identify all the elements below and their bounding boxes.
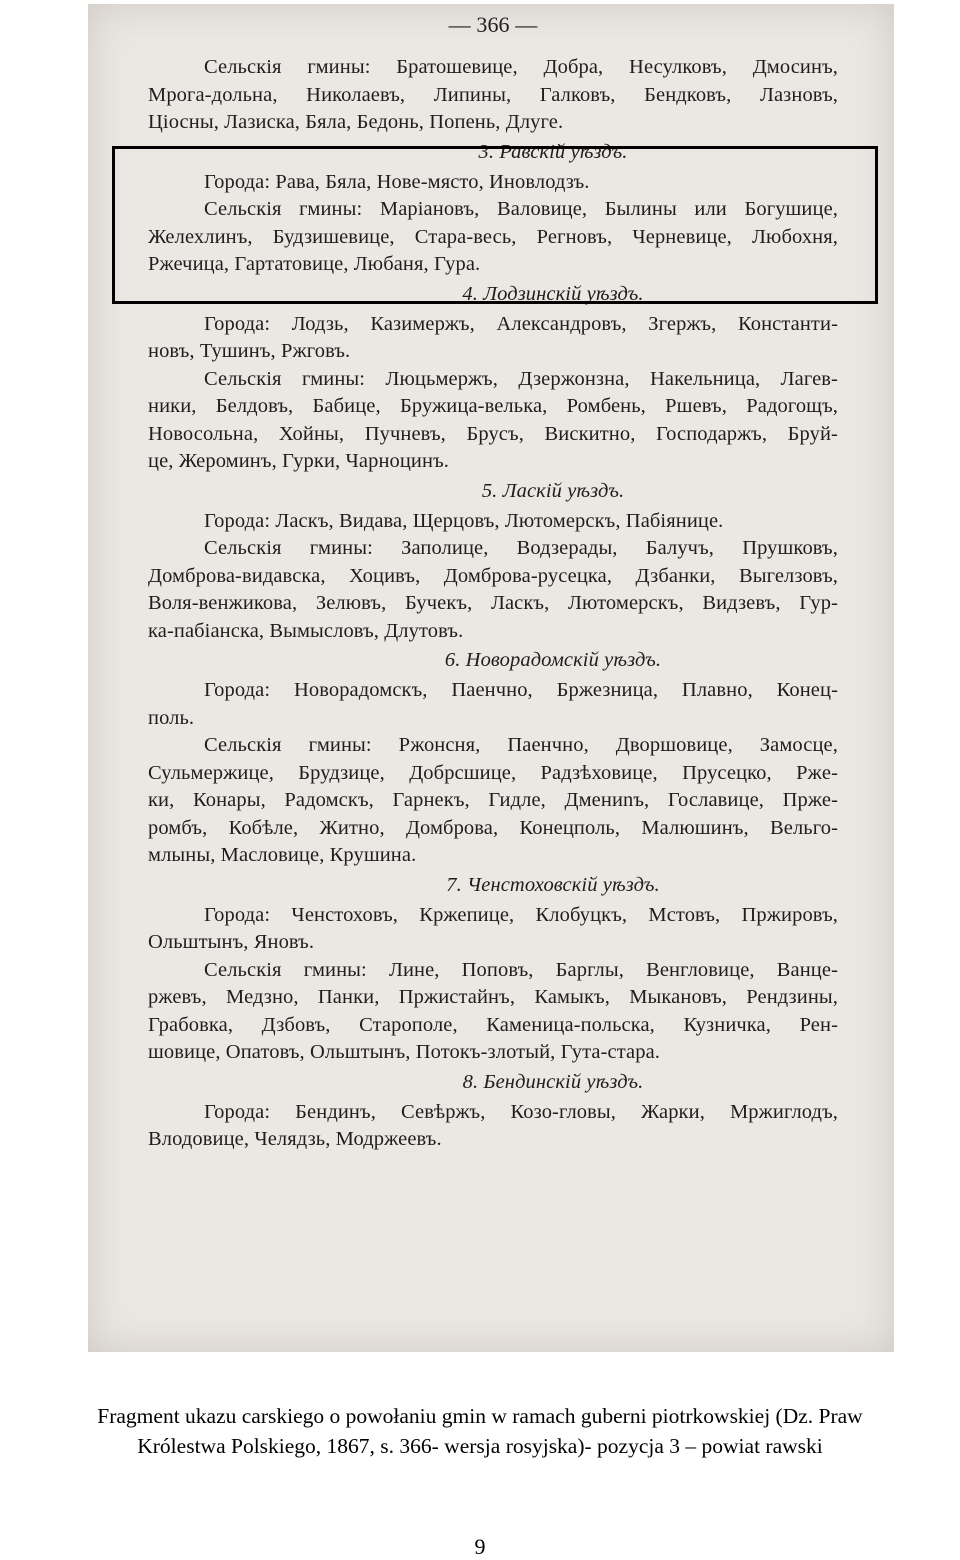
text-line: ники, Белдовъ, Бабице, Бружица-велька, Ромбень, Ршевъ, Радогощъ, — [148, 395, 838, 417]
text-line: ромбъ, Кобѣле, Житно, Домброва, Конецполь, Малюшинъ, Вельго- — [148, 816, 838, 839]
text-line: Домброва-видавска, Хоцивъ, Домброва-русецка, Дзбанки, Выгелзовъ, — [148, 564, 838, 587]
text-line: млыны, Масловице, Крушина. — [148, 844, 417, 866]
text-line: Города: Лодзь, Казимержъ, Александровъ, Згержъ, Константи- — [204, 312, 838, 335]
figure-caption — [0, 1401, 960, 1461]
text-line: Сельскія гмины: Лине, Поповъ, Барглы, Венгловице, Ванце- — [204, 958, 838, 981]
text-line: Ржечица, Гартатовице, Любаня, Гура. — [148, 253, 481, 275]
text-block — [148, 477, 838, 646]
text-block — [148, 280, 838, 476]
text-line: Новосольна, Хойны, Пучневъ, Брусъ, Вискитно, Господаржъ, Бруй- — [148, 422, 838, 445]
text-line: Сельскія гмины: Маріановъ, Валовице, Былины или Богушице, — [204, 198, 838, 220]
text-line: Мрога-дольна, Николаевъ, Липины, Галковъ, Бендковъ, Лазновъ, — [148, 83, 838, 106]
text-line: ржевъ, Медзно, Панки, Пржистайнъ, Камыкъ, Мыкановъ, Рендзины, — [148, 986, 838, 1008]
page-number: 9 — [474, 1534, 486, 1559]
text-line: Города: Новорадомскъ, Паенчно, Бржезница, Плавно, Конец- — [204, 679, 838, 701]
text-block — [148, 646, 838, 870]
text-line: Города: Бендинъ, Севѣржъ, Козо-гловы, Жарки, Мржиглодъ, — [204, 1100, 838, 1123]
section-heading: 8. Бендинскій уѣздъ. — [462, 1070, 644, 1093]
text-line: Влодовице, Челядзь, Модржеевъ. — [148, 1128, 442, 1150]
text-line: Города: Ласкъ, Видава, Щерцовъ, Лютомерскъ, Пабіянице. — [204, 509, 724, 532]
text-line: Сельскія гмины: Ржонсня, Паенчно, Дворшовице, Замосце, — [204, 734, 838, 756]
text-line: шовице, Опатовъ, Ольштынъ, Потокъ-злотый, Гута-стара. — [148, 1041, 661, 1063]
scan-page-number: — 366 — — [448, 12, 538, 37]
text-line: Города: Рава, Бяла, Нове-място, Иновлодзъ. — [204, 170, 590, 193]
text-line: Желехлинъ, Будзишевице, Стара-весь, Регновъ, Черневице, Любохня, — [148, 225, 838, 248]
text-line: Грабовка, Дзбовъ, Старополе, Каменица-польска, Кузничка, Рен- — [148, 1013, 838, 1036]
section-heading: 5. Ласкій уѣздъ. — [481, 479, 625, 502]
text-line: Сельскія гмины: Люцьмержъ, Дзержонзна, Накельница, Лагев- — [204, 367, 838, 390]
text-line: Сельскія гмины: Заполице, Водзерады, Балучъ, Прушковъ, — [204, 537, 838, 559]
section-heading: 3. Равскій уѣздъ. — [478, 140, 628, 163]
highlight-frame-powiat-rawski — [112, 146, 878, 304]
text-line: новъ, Тушинъ, Ржговъ. — [148, 340, 351, 362]
caption-line-1: Fragment ukazu carskiego o powołaniu gmin w ramach guberni piotrkowskiej (Dz. Praw — [97, 1404, 863, 1428]
section-heading: 6. Новорадомскій уѣздъ. — [444, 649, 662, 671]
text-line: Сельскія гмины: Братошевице, Добра, Несулковъ, Дмосинъ, — [204, 56, 838, 78]
text-block — [148, 1068, 838, 1154]
text-line: Ольштынъ, Яновъ. — [148, 931, 315, 953]
text-line: Воля-венжикова, Зелювъ, Бучекъ, Ласкъ, Лютомерскъ, Видзевъ, Гур- — [148, 592, 838, 614]
caption-line-2: Królestwa Polskiego, 1867, s. 366- wersja rosyjska)- pozycja 3 – powiat rawski — [137, 1434, 823, 1458]
text-line: ка-пабіанска, Вымысловъ, Длутовъ. — [148, 619, 464, 642]
text-line: ки, Конары, Радомскъ, Гарнекъ, Гидле, Дмениnъ, Гославице, Прже- — [148, 789, 838, 811]
text-line: Ціосны, Лазиска, Бяла, Бедонь, Попень, Длуге. — [148, 111, 564, 133]
text-block — [148, 871, 838, 1067]
text-line: це, Жероминъ, Гурки, Чарноцинъ. — [148, 450, 450, 472]
text-line: Города: Ченстоховъ, Кржепице, Клобуцкъ, Мстовъ, Пржировъ, — [204, 903, 838, 926]
text-line: Сульмержице, Брудзице, Добрсшице, Радзѣховице, Прусецко, Ржe- — [148, 761, 838, 784]
section-heading: 7. Ченстоховскій уѣздъ. — [446, 873, 660, 896]
text-block — [148, 54, 838, 137]
section-heading: 4. Лодзинскій уѣздъ. — [462, 282, 644, 305]
text-line: поль. — [148, 706, 195, 729]
